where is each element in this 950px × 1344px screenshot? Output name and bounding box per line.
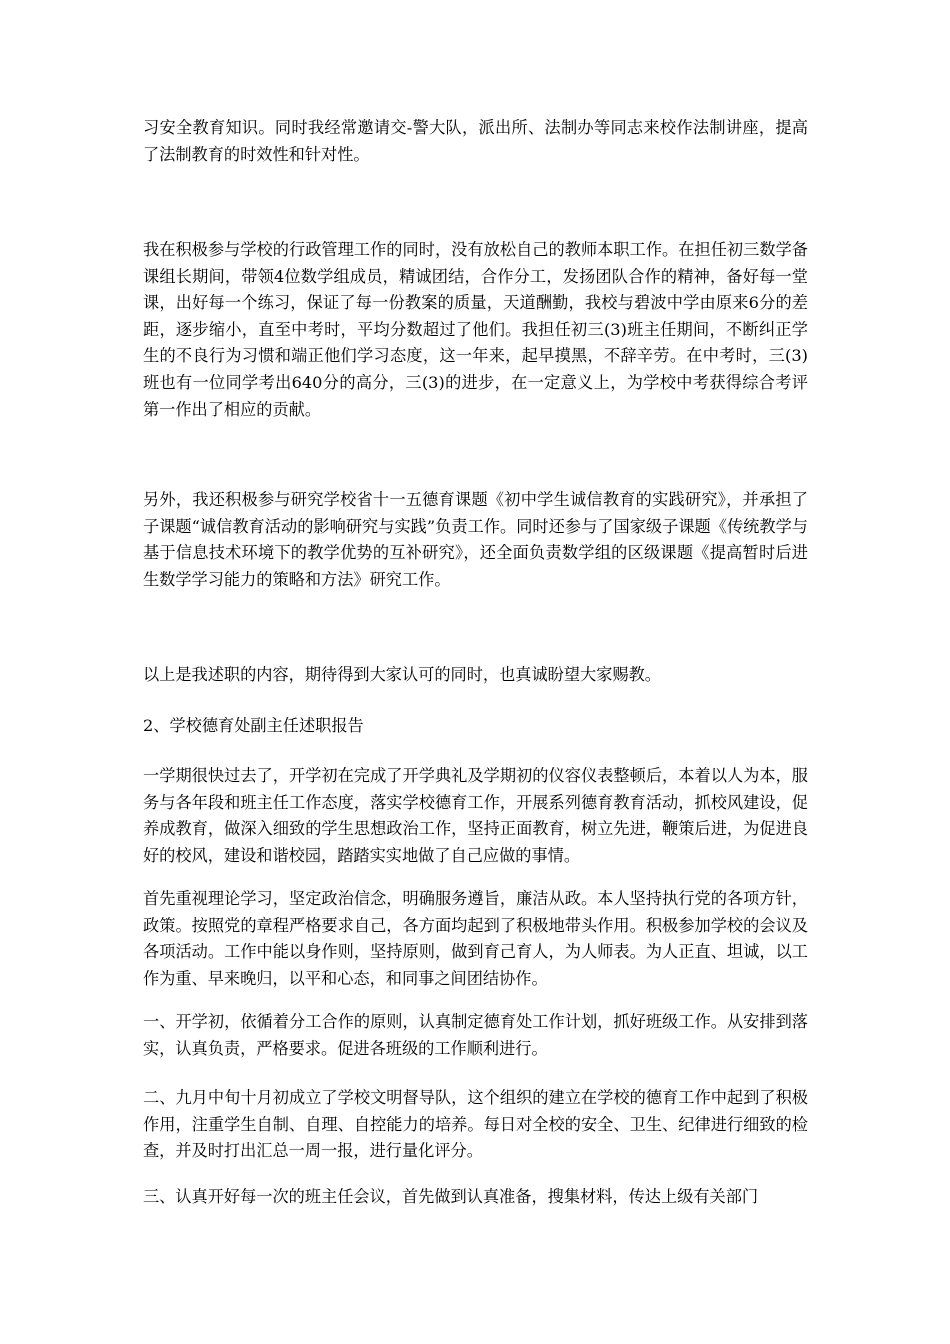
paragraph-research-topics: 另外，我还积极参与研究学校省十一五德育课题《初中学生诚信教育的实践研究》，并承担了子课题“诚信教育活动的影响研究与实践”负责工作。同时还参与了国家级子课题《传统教学与基于信息技术环境下的教学优势的互补研究》，还全面负责数学组的区级课题《提高暂时后进生数学学习能力的策略和方法》研究工作。 <box>143 490 808 589</box>
paragraph-legal-education: 习安全教育知识。同时我经常邀请交-警大队，派出所、法制办等同志来校作法制讲座，提高了法制教育的时效性和针对性。 <box>143 118 808 164</box>
paragraph-item-three: 三、认真开好每一次的班主任会议，首先做到认真准备，搜集材料，传达上级有关部门 <box>143 1187 759 1206</box>
paragraph-theory-study: 首先重视理论学习，坚定政治信念，明确服务遵旨，廉洁从政。本人坚持执行党的各项方针，政策。按照党的章程严格要求自己，各方面均起到了积极地带头作用。积极参加学校的会议及各项活动。工作中能以身作则，坚持原则，做到育己育人，为人师表。为人正直、坦诚，以工作为重、早来晚归，以平和心态，和同事之间团结协作。 <box>143 889 808 988</box>
paragraph-item-two: 二、九月中旬十月初成立了学校文明督导队，这个组织的建立在学校的德育工作中起到了积极作用，注重学生自制、自理、自控能力的培养。每日对全校的安全、卫生、纪律进行细致的检查，并及时打出汇总一周一报，进行量化评分。 <box>143 1088 808 1161</box>
paragraph-item-one: 一、开学初，依循着分工合作的原则，认真制定德育处工作计划，抓好班级工作。从安排到落实，认真负责，严格要求。促进各班级的工作顺利进行。 <box>143 1012 808 1058</box>
section-heading: 2、学校德育处副主任述职报告 <box>143 716 364 735</box>
paragraph-closing: 以上是我述职的内容，期待得到大家认可的同时，也真诚盼望大家赐教。 <box>143 665 661 684</box>
paragraph-semester-summary: 一学期很快过去了，开学初在完成了开学典礼及学期初的仪容仪表整顿后，本着以人为本，服务与各年段和班主任工作态度，落实学校德育工作，开展系列德育教育活动，抓校风建设，促养成教育，做深入细致的学生思想政治工作，坚持正面教育，树立先进，鞭策后进，为促进良好的校风，建设和谐校园，踏踏实实地做了自己应做的事情。 <box>143 766 808 865</box>
paragraph-teaching-work: 我在积极参与学校的行政管理工作的同时，没有放松自己的教师本职工作。在担任初三数学备课组长期间，带领4位数学组成员，精诚团结，合作分工，发扬团队合作的精神，备好每一堂课，出好每一个练习，保证了每一份教案的质量，天道酬勤，我校与碧波中学由原来6分的差距，逐步缩小，直至中考时，平均分数超过了他们。我担任初三(3)班主任期间，不断纠正学生的不良行为习惯和端正他们学习态度，这一年来，起早摸黑，不辞辛劳。在中考时，三(3)班也有一位同学考出640分的高分，三(3)的进步，在一定意义上，为学校中考获得综合考评第一作出了相应的贡献。 <box>143 240 808 419</box>
